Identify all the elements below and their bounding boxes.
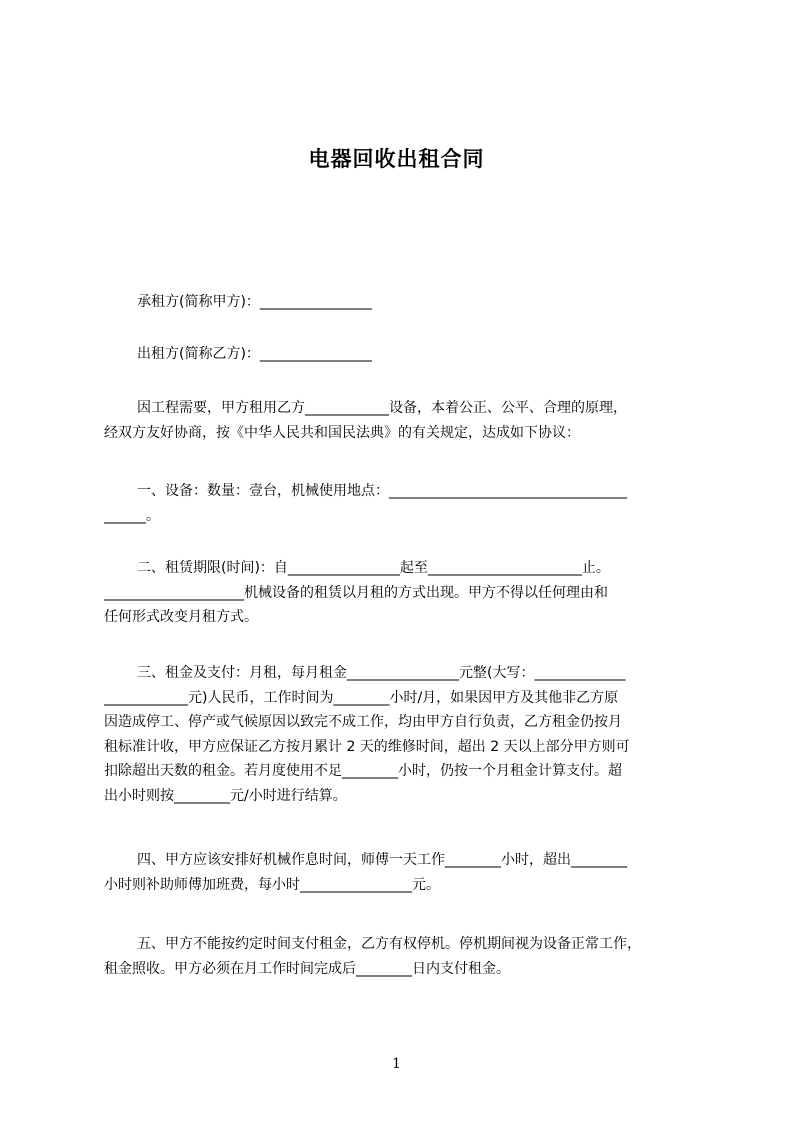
text-line: 扣除超出天数的租金。若月度使用不足________小时，仍按一个月租金计算支付。超 xyxy=(104,763,622,779)
text-line: 小时则补助师傅加班费，每小时________________元。 xyxy=(104,876,440,893)
text-line: 经双方友好协商，按《中华人民共和国民法典》的有关规定，达成如下协议： xyxy=(104,424,580,441)
text-line: 四、甲方应该安排好机械作息时间，师傅一天工作________小时，超出________ xyxy=(137,852,627,868)
text-line: 一、设备：数量：壹台，机械使用地点：__________________________________ xyxy=(137,483,627,499)
text-line: ______。 xyxy=(104,507,160,524)
text-line: 三、租金及支付：月租，每月租金________________元整(大写：_____________ xyxy=(137,665,626,681)
clause-lease-term xyxy=(104,556,702,630)
document-title: 电器回收出租合同 xyxy=(308,147,485,171)
text-line: ____________元)人民币，工作时间为________小时/月，如果因甲方及其他非乙方原 xyxy=(104,689,619,706)
text-line: 因工程需要，甲方租用乙方____________设备，本着公正、公平、合理的原理， xyxy=(137,400,627,416)
text-line: 出租方(简称乙方)：________________ xyxy=(137,346,372,362)
clause-late-payment xyxy=(104,932,702,981)
clause-equipment xyxy=(104,479,702,528)
text-line: 任何形式改变月租方式。 xyxy=(104,609,258,625)
text-line: 租金照收。甲方必须在月工作时间完成后________日内支付租金。 xyxy=(104,960,510,977)
text-line: 承租方(简称甲方)：________________ xyxy=(137,294,372,310)
clause-work-schedule xyxy=(104,848,702,897)
clause-rent-payment xyxy=(104,661,702,808)
text-line: 租标准计收，甲方应保证乙方按月累计 2 天的维修时间，超出 2 天以上部分甲方则可 xyxy=(104,738,630,755)
text-line: ____________________机械设备的租赁以月租的方式出现。甲方不得以任何理由和 xyxy=(104,584,608,601)
text-line: 因造成停工、停产或气候原因以致完不成工作，均由甲方自行负责，乙方租金仍按月 xyxy=(104,714,622,730)
text-line: 五、甲方不能按约定时间支付租金，乙方有权停机。停机期间视为设备正常工作， xyxy=(137,936,641,952)
page-number: 1 xyxy=(392,1056,401,1072)
preamble-paragraph xyxy=(104,396,702,445)
text-line: 二、租赁期限(时间)：自________________起至______________________止。 xyxy=(137,560,610,576)
party-b-paragraph xyxy=(104,342,702,367)
party-a-paragraph xyxy=(104,290,702,315)
text-line: 出小时则按________元/小时进行结算。 xyxy=(104,787,347,804)
